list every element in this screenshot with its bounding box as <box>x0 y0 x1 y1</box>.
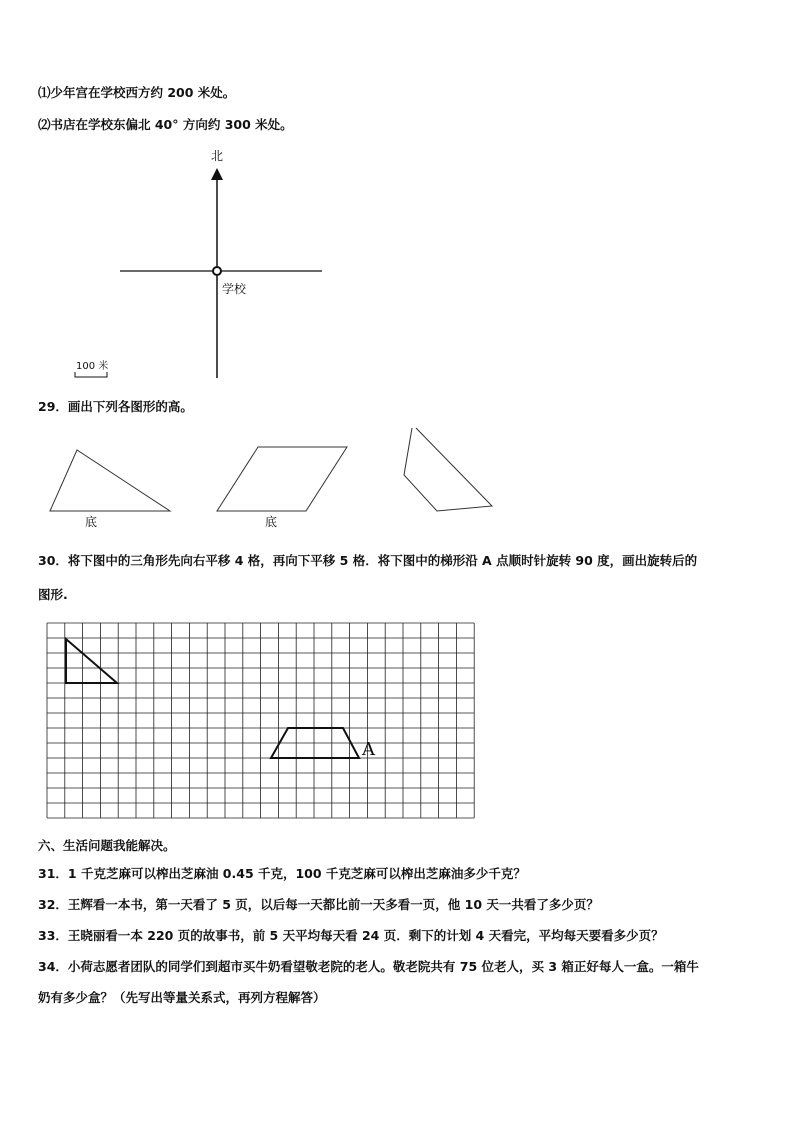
q34-text-line2: 奶有多少盒？（先写出等量关系式，再列方程解答） <box>38 990 326 1005</box>
q29-text: 29．画出下列各图形的高。 <box>38 399 193 414</box>
point-a-label: A <box>362 739 375 760</box>
q28-item-1: ⑴少年宫在学校西方约 200 米处。 <box>38 85 236 100</box>
scale-label: 100 米 <box>76 361 109 372</box>
q31-text: 31．1 千克芝麻可以榨出芝麻油 0.45 千克，100 千克芝麻可以榨出芝麻油多少千克？ <box>38 866 526 881</box>
q30-text-line2: 图形. <box>38 587 68 602</box>
q30-text-line1: 30．将下图中的三角形先向右平移 4 格，再向下平移 5 格．将下图中的梯形沿 A 点顺时针旋转 90 度，画出旋转后的 <box>38 553 698 568</box>
grid-triangle <box>66 639 117 683</box>
north-label: 北 <box>211 149 224 163</box>
q32-text: 32．王辉看一本书，第一天看了 5 页，以后每一天都比前一天多看一页，他 10 天一共看了多少页？ <box>38 897 599 912</box>
base-label-2: 底 <box>265 515 278 529</box>
q33-text: 33．王晓丽看一本 220 页的故事书，前 5 天平均每天看 24 页．剩下的计划 4 天看完，平均每天要看多少页？ <box>38 928 664 943</box>
q34-text-line1: 34．小荷志愿者团队的同学们到超市买牛奶看望敬老院的老人。敬老院共有 75 位老人，买 3 箱正好每人一盒。一箱牛 <box>38 959 699 974</box>
school-label: 学校 <box>222 282 247 296</box>
q28-item-2: ⑵书店在学校东偏北 40° 方向约 300 米处。 <box>38 117 293 132</box>
section6-heading: 六、生活问题我能解决。 <box>38 838 176 853</box>
base-label-1: 底 <box>85 515 98 529</box>
grid-lines <box>47 623 474 818</box>
